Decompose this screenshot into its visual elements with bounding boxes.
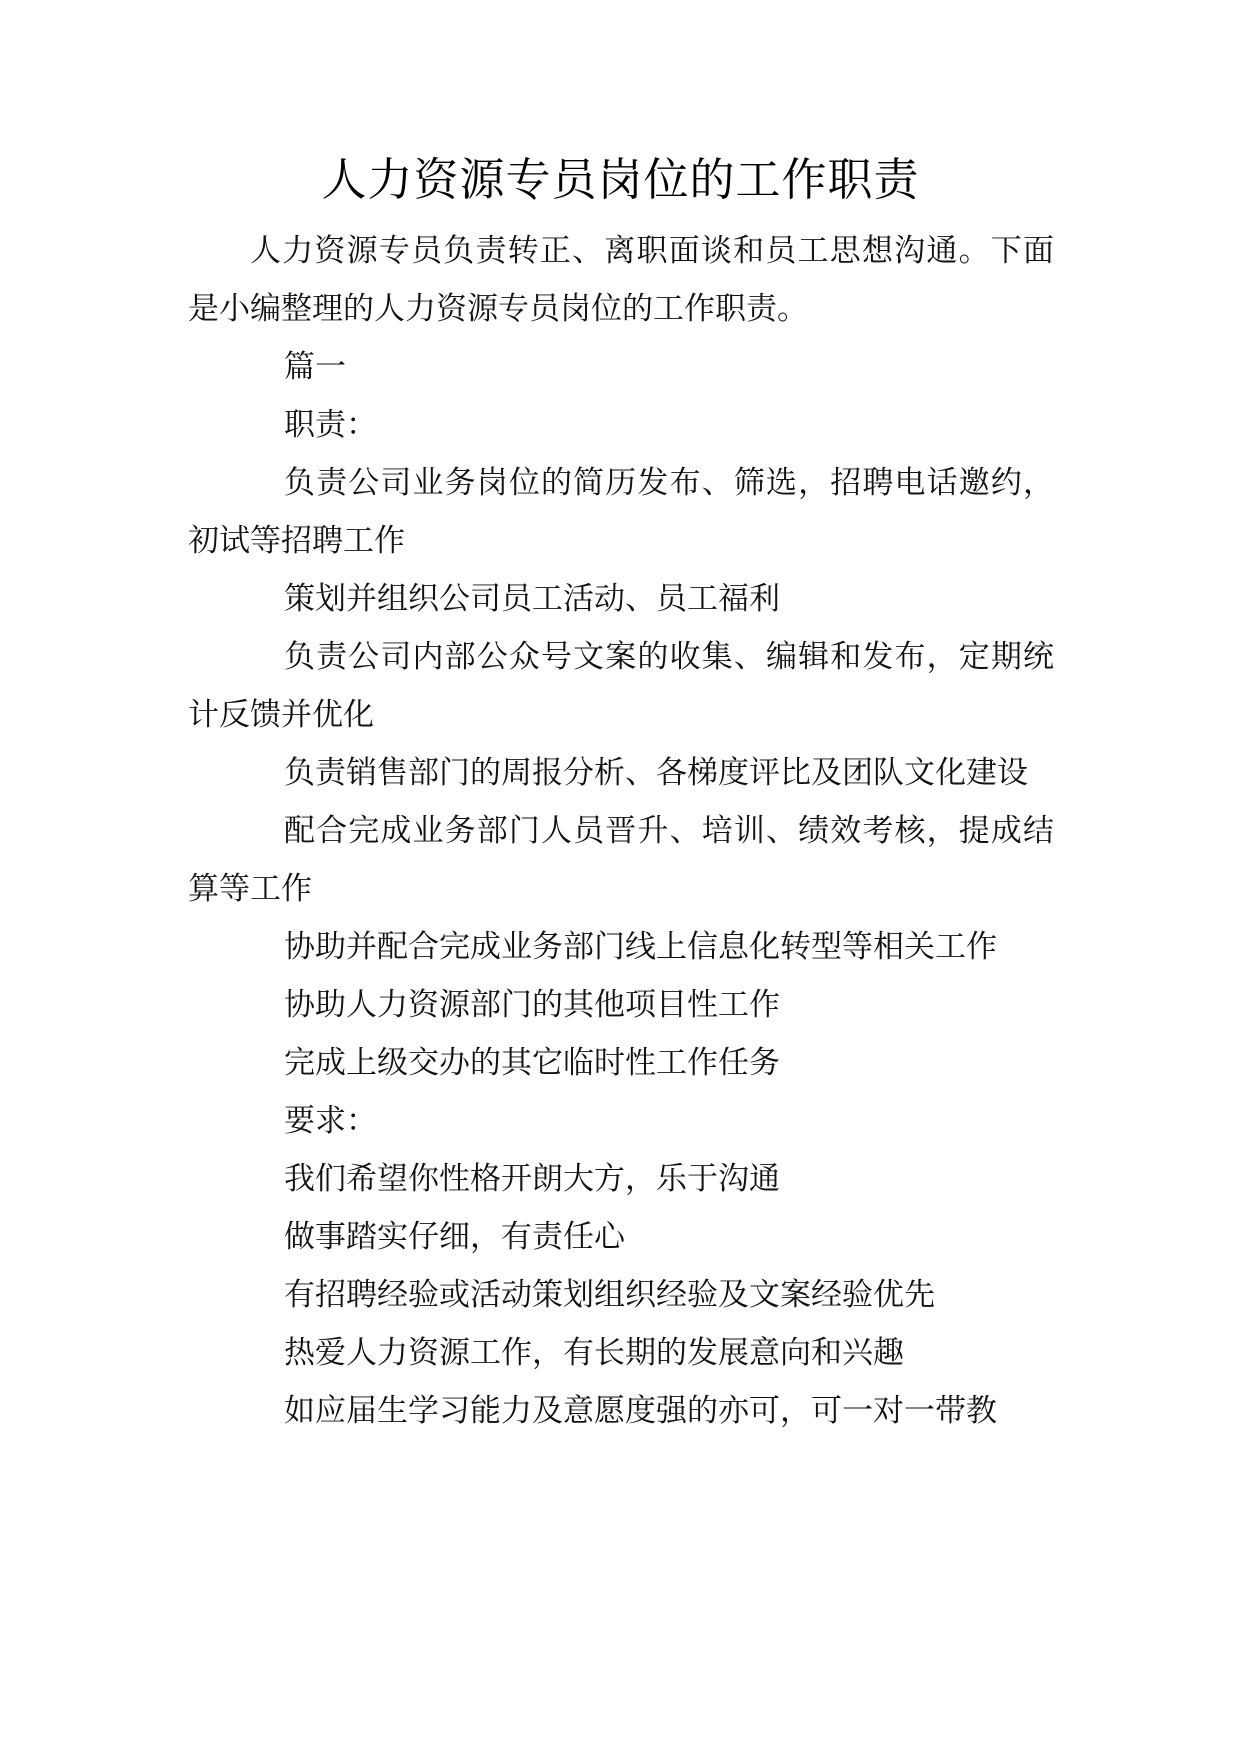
requirement-item: 如应届生学习能力及意愿度强的亦可，可一对一带教 (284, 1393, 997, 1429)
responsibility-item: 完成上级交办的其它临时性工作任务 (284, 1045, 780, 1081)
document-body (188, 222, 1054, 1440)
requirements-heading: 要求： (284, 1103, 377, 1139)
requirement-item: 热爱人力资源工作，有长期的发展意向和兴趣 (284, 1335, 904, 1371)
responsibility-item: 协助人力资源部门的其他项目性工作 (284, 987, 780, 1023)
requirement-item: 有招聘经验或活动策划组织经验及文案经验优先 (284, 1277, 935, 1313)
responsibility-item: 负责公司内部公众号文案的收集、编辑和发布，定期统计反馈并优化 (188, 639, 1054, 733)
responsibility-item: 负责公司业务岗位的简历发布、筛选，招聘电话邀约，初试等招聘工作 (188, 465, 1054, 559)
responsibility-item: 策划并组织公司员工活动、员工福利 (284, 581, 780, 617)
requirement-item: 我们希望你性格开朗大方，乐于沟通 (284, 1161, 780, 1197)
responsibility-item: 配合完成业务部门人员晋升、培训、绩效考核，提成结算等工作 (188, 813, 1054, 907)
page-title: 人力资源专员岗位的工作职责 (321, 153, 920, 206)
section-label: 篇一 (284, 349, 346, 385)
intro-paragraph: 人力资源专员负责转正、离职面谈和员工思想沟通。下面是小编整理的人力资源专员岗位的工作职责。 (188, 233, 1054, 327)
requirement-item: 做事踏实仔细，有责任心 (284, 1219, 625, 1255)
responsibilities-heading: 职责： (284, 407, 377, 443)
responsibility-item: 协助并配合完成业务部门线上信息化转型等相关工作 (284, 929, 997, 965)
responsibility-item: 负责销售部门的周报分析、各梯度评比及团队文化建设 (284, 755, 1028, 791)
